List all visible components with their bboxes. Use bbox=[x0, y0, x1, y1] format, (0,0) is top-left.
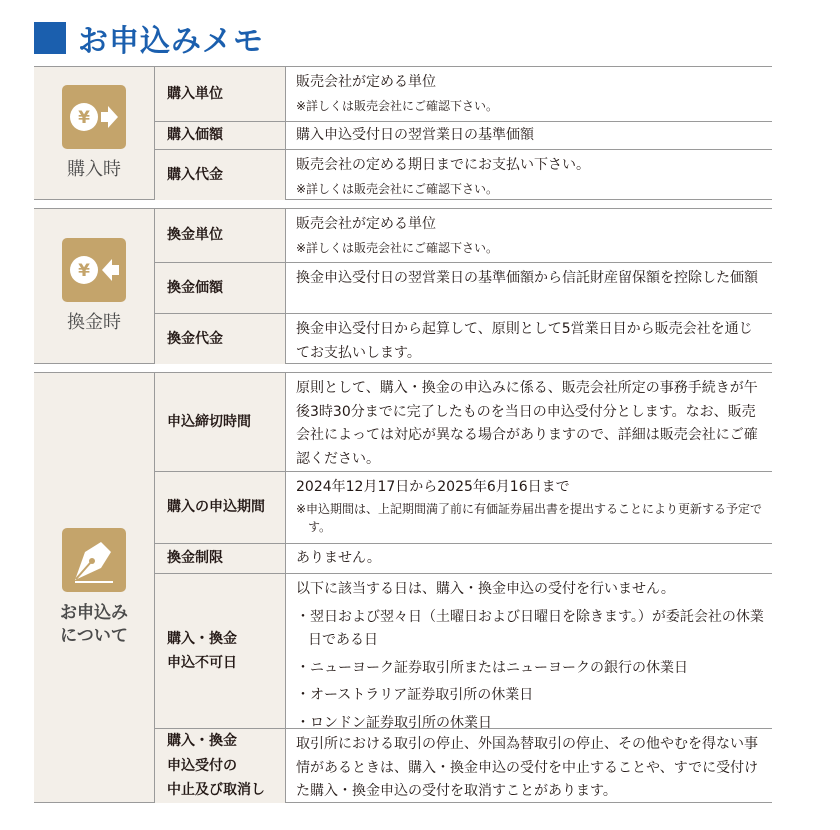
row-label: 換金制限 bbox=[154, 544, 286, 573]
table-row bbox=[154, 373, 772, 471]
redemption-label: 換金時 bbox=[67, 312, 121, 334]
application-label: お申込み について bbox=[60, 602, 128, 646]
table-row bbox=[154, 543, 772, 573]
row-content bbox=[286, 373, 772, 471]
list-item: ・オーストラリア証券取引所の休業日 bbox=[296, 687, 534, 704]
row-content bbox=[286, 729, 772, 803]
table-row bbox=[154, 67, 772, 121]
yen-arrow-left-icon bbox=[62, 238, 126, 302]
row-content bbox=[286, 263, 772, 313]
purchase-category bbox=[34, 67, 154, 199]
row-label: 換金価額 bbox=[154, 263, 286, 313]
row-content bbox=[286, 314, 772, 364]
row-content bbox=[286, 122, 772, 149]
table-row bbox=[154, 313, 772, 364]
row-text: 2024年12月17日から2025年6月16日まで bbox=[296, 479, 570, 495]
row-content bbox=[286, 209, 772, 262]
row-text: 原則として、購入・換金の申込みに係る、販売会社所定の事務手続きが午後3時30分までに完了したものを当日の申込受付分とします。なお、販売会社によっては対応が異なる場合がありますので、詳細は販売会社にご確認ください。 bbox=[296, 380, 758, 467]
row-note: ※詳しくは販売会社にご確認下さい。 bbox=[296, 181, 499, 196]
row-label: 購入・換金 申込受付の 中止及び取消し bbox=[154, 729, 286, 803]
row-text: 販売会社が定める単位 bbox=[296, 216, 436, 232]
row-label: 換金単位 bbox=[154, 209, 286, 262]
table-row bbox=[154, 262, 772, 313]
row-label: 購入価額 bbox=[154, 122, 286, 149]
application-section bbox=[34, 372, 772, 803]
table-row bbox=[154, 728, 772, 803]
row-content bbox=[286, 544, 772, 573]
row-intro: 以下に該当する日は、購入・換金申込の受付を行いません。 bbox=[296, 581, 675, 597]
row-text: 購入申込受付日の翌営業日の基準価額 bbox=[296, 126, 534, 143]
row-label: 申込締切時間 bbox=[154, 373, 286, 471]
table-row bbox=[154, 573, 772, 731]
title-text: お申込みメモ bbox=[78, 24, 264, 59]
row-text: 販売会社の定める期日までにお支払い下さい。 bbox=[296, 157, 590, 173]
row-label: 換金代金 bbox=[154, 314, 286, 364]
purchase-section bbox=[34, 66, 772, 200]
svg-text:¥: ¥ bbox=[78, 261, 90, 282]
row-label: 購入・換金 申込不可日 bbox=[154, 574, 286, 728]
redemption-category bbox=[34, 209, 154, 363]
table-row bbox=[154, 209, 772, 262]
yen-arrow-right-icon bbox=[62, 85, 126, 149]
row-label: 購入単位 bbox=[154, 67, 286, 121]
row-text: ありません。 bbox=[296, 549, 381, 566]
table-row bbox=[154, 121, 772, 149]
row-label: 購入代金 bbox=[154, 150, 286, 200]
row-text: 換金申込受付日の翌営業日の基準価額から信託財産留保額を控除した価額 bbox=[296, 270, 758, 286]
title-marker bbox=[34, 22, 66, 54]
row-label: 購入の申込期間 bbox=[154, 472, 286, 543]
application-category bbox=[34, 373, 154, 802]
list-item: ・翌日および翌々日（土曜日および日曜日を除きます。）が委託会社の休業日である日 bbox=[296, 608, 764, 649]
row-note: ※申込期間は、上記期間満了前に有価証券届出書を提出することにより更新する予定です。 bbox=[296, 501, 763, 535]
table-row bbox=[154, 471, 772, 543]
row-text: 換金申込受付日から起算して、原則として5営業日目から販売会社を通じてお支払いします。 bbox=[296, 321, 753, 361]
purchase-label: 購入時 bbox=[67, 159, 121, 181]
row-content bbox=[286, 472, 772, 543]
table-row bbox=[154, 149, 772, 200]
redemption-section bbox=[34, 208, 772, 364]
row-content bbox=[286, 150, 772, 200]
row-content bbox=[286, 67, 772, 121]
svg-text:¥: ¥ bbox=[78, 108, 90, 129]
row-note: ※詳しくは販売会社にご確認下さい。 bbox=[296, 98, 499, 113]
row-text: 取引所における取引の停止、外国為替取引の停止、その他やむを得ない事情があるときは、購入・換金申込の受付を中止することや、すでに受付けた購入・換金申込の受付を取消すことがあります。 bbox=[296, 736, 759, 800]
page-title bbox=[34, 20, 264, 59]
list-item: ・ロンドン証券取引所の休業日 bbox=[296, 714, 492, 731]
pen-nib-icon bbox=[62, 528, 126, 592]
row-note: ※詳しくは販売会社にご確認下さい。 bbox=[296, 240, 499, 255]
list-item: ・ニューヨーク証券取引所またはニューヨークの銀行の休業日 bbox=[296, 659, 688, 676]
row-content bbox=[286, 574, 772, 731]
row-text: 販売会社が定める単位 bbox=[296, 74, 436, 90]
